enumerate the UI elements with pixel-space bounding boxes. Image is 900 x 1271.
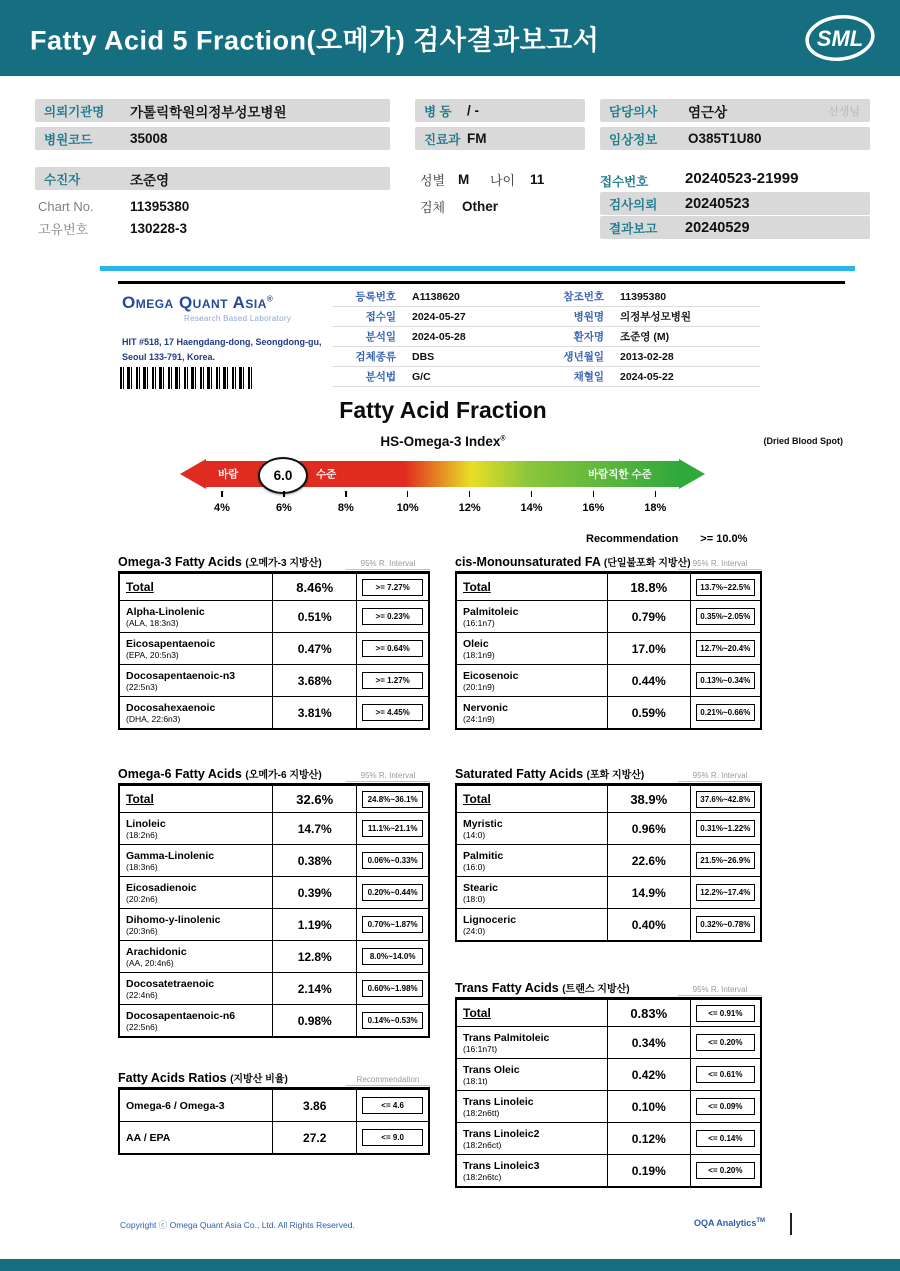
reference-interval: >= 0.23% [357,601,428,632]
reference-interval: 0.21%~0.66% [691,697,760,728]
reference-interval: 0.20%~0.44% [357,877,428,908]
table-row [120,697,428,728]
ward-field [415,99,585,122]
table-row [120,601,428,633]
footer-band [0,1259,900,1271]
interval-label: 95% R. Interval [346,559,430,570]
fatty-acid-value: 27.2 [273,1122,357,1153]
table-title: Fatty Acids Ratios (지방산 비율) [118,1071,288,1085]
reference-interval: <= 9.0 [357,1122,428,1153]
lab-identity [122,293,322,365]
fatty-acid-value: 18.8% [608,574,691,600]
reference-interval: 0.60%~1.98% [357,973,428,1004]
table-title: Trans Fatty Acids (트랜스 지방산) [455,981,630,995]
fatty-acid-value: 0.51% [273,601,357,632]
meta-row [332,287,760,307]
reference-interval: 8.0%~14.0% [357,941,428,972]
table-row [120,574,428,601]
sml-logo-icon [804,13,876,63]
table-row [457,697,760,728]
fatty-acid-value: 38.9% [608,786,691,812]
department-label: 진료과 [424,132,461,147]
org-label: 의뢰기관명 [44,104,105,119]
unique-no-value: 130228-3 [130,220,188,236]
table-row [457,1091,760,1123]
meta-label: 생년월일 [563,351,604,363]
interval-label: 95% R. Interval [678,771,762,782]
table-row [457,574,760,601]
doctor-suffix: 선생님 [828,105,860,118]
table-row [457,633,760,665]
clinical-info-field [600,127,870,150]
fatty-acid-name: Docosapentaenoic-n6 (22:5n6) [120,1005,273,1036]
fatty-acid-name: Total [457,574,608,600]
fatty-acid-value: 0.10% [608,1091,691,1122]
fatty-acid-name: AA / EPA [120,1122,273,1153]
fatty-acid-name: Docosahexaenoic (DHA, 22:6n3) [120,697,273,728]
chart-no-row [38,196,388,216]
fatty-acid-value: 32.6% [273,786,357,812]
axis-tick: 16% [582,491,604,516]
barcode [120,367,252,389]
recommendation-row [586,533,747,545]
fatty-acid-name: Eicosenoic (20:1n9) [457,665,608,696]
table-row [457,665,760,697]
gauge-axis [180,491,705,517]
patient-field [35,167,390,190]
reference-interval: 12.7%~20.4% [691,633,760,664]
fatty-acid-name: Oleic (18:1n9) [457,633,608,664]
fatty-acid-name: Palmitic (16:0) [457,845,608,876]
reference-interval: >= 4.45% [357,697,428,728]
reference-interval: 0.70%~1.87% [357,909,428,940]
saturated-table [455,761,762,942]
fatty-acid-name: Total [120,574,273,600]
meta-label: 환자명 [573,331,604,343]
fatty-acid-value: 1.19% [273,909,357,940]
meta-value: 조준영 (M) [620,331,670,343]
result-date-label: 결과보고 [609,221,658,236]
table-row [120,877,428,909]
fatty-acid-value: 3.86 [273,1090,357,1121]
fatty-acid-value: 12.8% [273,941,357,972]
meta-label: 채혈일 [573,371,604,383]
fatty-acid-name: Arachidonic (AA, 20:4n6) [120,941,273,972]
fatty-acid-value: 0.44% [608,665,691,696]
doctor-value: 염근상 [688,104,728,120]
recommendation-label: Recommendation [586,533,679,545]
fatty-acid-value: 3.81% [273,697,357,728]
sex-label: 성별 [420,172,446,188]
fatty-acid-value: 22.6% [608,845,691,876]
fatty-acid-table [455,997,762,1188]
arrow-right-point-icon [679,459,705,489]
department-field [415,127,585,150]
unique-no-row [38,218,388,238]
reference-interval: 0.14%~0.53% [357,1005,428,1036]
doctor-field [600,99,870,122]
clinical-info-value: O385T1U80 [688,131,762,146]
meta-value: 2013-02-28 [620,350,674,363]
gauge-right-label: 바람직한 수준 [588,468,652,481]
page-title: Fatty Acid 5 Fraction(오메가) 검사결과보고서 [30,25,600,56]
reference-interval: 11.1%~21.1% [357,813,428,844]
sex-value: M [458,171,470,187]
table-row [457,1000,760,1027]
meta-value: G/C [412,370,431,383]
result-date-value: 20240529 [685,219,750,236]
fatty-acid-name: Linoleic (18:2n6) [120,813,273,844]
fatty-acid-value: 0.96% [608,813,691,844]
gauge-left-label-before: 바람 [218,468,239,481]
interval-label: 95% R. Interval [346,771,430,782]
omega3-index-gauge [180,459,705,519]
dried-blood-spot-note: (Dried Blood Spot) [763,436,843,446]
gauge-left-label-after: 수준 [316,468,337,481]
meta-value: 11395380 [620,290,667,303]
reference-interval: 0.32%~0.78% [691,909,760,940]
reference-interval: <= 0.20% [691,1155,760,1186]
fatty-acid-name: Stearic (18:0) [457,877,608,908]
meta-row [332,327,760,347]
request-date-label: 검사의뢰 [609,197,658,212]
fatty-acid-value: 0.34% [608,1027,691,1058]
table-row [457,786,760,813]
interval-label: 95% R. Interval [678,985,762,996]
fatty-acid-value: 0.47% [273,633,357,664]
table-row [120,813,428,845]
table-row [120,665,428,697]
reference-interval: 37.6%~42.8% [691,786,760,812]
ratios-table [118,1065,430,1155]
request-date-field [600,192,870,215]
table-title: cis-Monounsaturated FA (단일불포화 지방산) [455,555,691,569]
table-row [457,601,760,633]
meta-label: 검체종류 [355,351,396,363]
fatty-acid-value: 0.39% [273,877,357,908]
axis-tick: 14% [520,491,542,516]
ward-value: / - [467,103,479,118]
reference-interval: >= 7.27% [357,574,428,600]
interval-label: Recommendation [346,1075,430,1086]
axis-tick: 12% [459,491,481,516]
copyright-text: Copyright ⓒ Omega Quant Asia Co., Ltd. All Rights Reserved. [120,1220,355,1230]
fatty-acid-value: 0.98% [273,1005,357,1036]
fatty-acid-name: Docosapentaenoic-n3 (22:5n3) [120,665,273,696]
request-date-value: 20240523 [685,195,750,212]
sex-age-row [420,169,590,189]
axis-tick: 4% [214,491,230,516]
table-row [120,633,428,665]
reference-interval: <= 0.14% [691,1123,760,1154]
fatty-acid-value: 0.40% [608,909,691,940]
hospital-code-value: 35008 [130,131,168,146]
trans-table [455,975,762,1188]
oqa-analytics-brand: OQA Analytics™ [693,1218,765,1228]
reference-interval: 0.13%~0.34% [691,665,760,696]
fatty-acid-name: Eicosapentaenoic (EPA, 20:5n3) [120,633,273,664]
chart-no-value: 11395380 [130,198,190,214]
doctor-label: 담당의사 [609,104,658,119]
fatty-acid-name: Myristic (14:0) [457,813,608,844]
ward-label: 병 동 [424,104,452,119]
arrow-left-point-icon [180,459,206,489]
fatty-acid-name: Trans Palmitoleic (16:1n7t) [457,1027,608,1058]
table-title: Saturated Fatty Acids (포화 지방산) [455,767,645,781]
fatty-acid-value: 14.7% [273,813,357,844]
report-meta-table [332,287,760,387]
report-title: Fatty Acid Fraction [339,397,547,423]
lab-report [118,281,845,1251]
specimen-row [420,196,590,216]
specimen-value: Other [462,198,499,214]
table-row [457,1123,760,1155]
table-row [120,786,428,813]
fatty-acid-value: 17.0% [608,633,691,664]
table-row [457,845,760,877]
meta-value: 2024-05-27 [412,310,466,323]
omega3-index-value: 6.0 [258,457,308,494]
registered-mark: ® [500,435,506,443]
reference-interval: 12.2%~17.4% [691,877,760,908]
table-header [455,975,762,997]
specimen-label: 검체 [420,199,446,215]
fatty-acid-value: 8.46% [273,574,357,600]
reference-interval: >= 0.64% [357,633,428,664]
meta-label: 분석법 [365,371,396,383]
fatty-acid-value: 3.68% [273,665,357,696]
lab-address: HIT #518, 17 Haengdang-dong, Seongdong-gu, Seoul 133-791, Korea. [122,337,322,362]
hs-omega3-index-heading: HS-Omega-3 Index® [380,434,506,449]
table-row [120,941,428,973]
reference-interval: 0.06%~0.33% [357,845,428,876]
fatty-acid-name: Nervonic (24:1n9) [457,697,608,728]
fatty-acid-value: 0.12% [608,1123,691,1154]
lab-tagline: Research Based Laboratory [184,314,292,323]
hospital-code-field [35,127,390,150]
hospital-code-label: 병원코드 [44,132,93,147]
result-date-field [600,216,870,239]
fatty-acid-value: 2.14% [273,973,357,1004]
department-value: FM [467,131,487,146]
table-row [120,1122,428,1153]
table-header [118,549,430,571]
header-band [0,0,900,76]
receipt-no-label: 접수번호 [600,175,649,189]
table-title: Omega-6 Fatty Acids (오메가-6 지방산) [118,767,322,781]
table-row [120,973,428,1005]
omega3-table [118,549,430,730]
interval-label: 95% R. Interval [678,559,762,570]
fatty-acid-value: 14.9% [608,877,691,908]
reference-interval: 0.31%~1.22% [691,813,760,844]
meta-row [332,367,760,387]
table-row [457,1027,760,1059]
text-cursor-bar [790,1213,792,1235]
registered-mark: ® [266,294,274,304]
fatty-acid-name: Trans Linoleic (18:2n6tt) [457,1091,608,1122]
fatty-acid-value: 0.38% [273,845,357,876]
fatty-acid-table [118,1087,430,1155]
axis-tick: 6% [276,491,292,516]
meta-value: 2024-05-22 [620,370,674,383]
reference-interval: <= 0.20% [691,1027,760,1058]
reference-interval: <= 4.6 [357,1090,428,1121]
fatty-acid-value: 0.42% [608,1059,691,1090]
fatty-acid-name: Total [457,1000,608,1026]
table-title: Omega-3 Fatty Acids (오메가-3 지방산) [118,555,322,569]
reference-interval: <= 0.09% [691,1091,760,1122]
meta-value: A1138620 [412,290,460,303]
table-row [457,877,760,909]
fatty-acid-value: 0.79% [608,601,691,632]
table-header [118,761,430,783]
svg-text:SML: SML [816,26,864,51]
meta-label: 참조번호 [563,291,604,303]
table-header [118,1065,430,1087]
fatty-acid-name: Trans Linoleic2 (18:2n6ct) [457,1123,608,1154]
fatty-acid-value: 0.19% [608,1155,691,1186]
meta-label: 분석일 [365,331,396,343]
fatty-acid-name: Total [457,786,608,812]
age-label: 나이 [490,172,516,188]
fatty-acid-name: Gamma-Linolenic (18:3n6) [120,845,273,876]
fatty-acid-name: Trans Oleic (18:1t) [457,1059,608,1090]
meta-value: 2024-05-28 [412,330,466,343]
reference-interval: 21.5%~26.9% [691,845,760,876]
axis-tick: 10% [397,491,419,516]
table-row [120,1090,428,1122]
age-value: 11 [530,171,545,187]
omega6-table [118,761,430,1038]
meta-label: 등록번호 [355,291,396,303]
reference-interval: >= 1.27% [357,665,428,696]
fatty-acid-value: 0.83% [608,1000,691,1026]
meta-row [332,307,760,327]
report-top-rule [118,281,845,284]
fatty-acid-name: Trans Linoleic3 (18:2n6tc) [457,1155,608,1186]
table-row [457,909,760,940]
axis-tick: 18% [644,491,666,516]
meta-value: DBS [412,350,435,363]
meta-label: 병원명 [573,311,604,323]
patient-value: 조준영 [130,172,170,188]
fatty-acid-table [118,783,430,1038]
reference-interval: 13.7%~22.5% [691,574,760,600]
reference-interval: 24.8%~36.1% [357,786,428,812]
fatty-acid-name: Alpha-Linolenic (ALA, 18:3n3) [120,601,273,632]
reference-interval: 0.35%~2.05% [691,601,760,632]
table-row [457,1155,760,1186]
fatty-acid-name: Total [120,786,273,812]
table-row [120,909,428,941]
clinical-info-label: 임상정보 [609,132,658,147]
reference-interval: <= 0.91% [691,1000,760,1026]
cyan-divider [100,266,855,271]
unique-no-label: 고유번호 [38,221,89,237]
lab-name: Omega Quant Asia® [122,293,274,312]
gauge-arrow [180,459,705,489]
meta-row [332,347,760,367]
org-value: 가톨릭학원의정부성모병원 [130,104,287,120]
fatty-acid-name: Omega-6 / Omega-3 [120,1090,273,1121]
recommendation-value: >= 10.0% [700,533,748,545]
fatty-acid-name: Dihomo-y-linolenic (20:3n6) [120,909,273,940]
patient-label: 수진자 [44,172,81,187]
fatty-acid-name: Palmitoleic (16:1n7) [457,601,608,632]
meta-value: 의정부성모병원 [620,311,692,323]
fatty-acid-name: Lignoceric (24:0) [457,909,608,940]
meta-label: 접수일 [365,311,396,323]
axis-tick: 8% [338,491,354,516]
table-header [455,549,762,571]
fatty-acid-value: 0.59% [608,697,691,728]
fatty-acid-table [455,571,762,730]
fatty-acid-name: Docosatetraenoic (22:4n6) [120,973,273,1004]
fatty-acid-table [118,571,430,730]
table-row [120,845,428,877]
chart-no-label: Chart No. [38,198,94,214]
table-row [120,1005,428,1036]
table-header [455,761,762,783]
table-row [457,1059,760,1091]
org-field [35,99,390,122]
table-row [457,813,760,845]
fatty-acid-name: Eicosadienoic (20:2n6) [120,877,273,908]
cis-monounsaturated-table [455,549,762,730]
reference-interval: <= 0.61% [691,1059,760,1090]
fatty-acid-table [455,783,762,942]
receipt-no-value: 20240523-21999 [685,170,799,187]
